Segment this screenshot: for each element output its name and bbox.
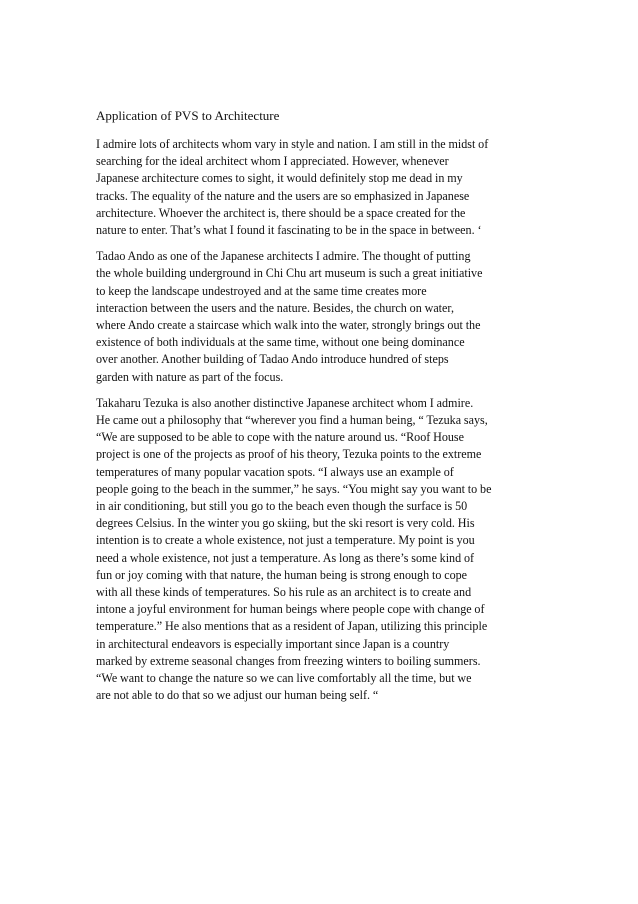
text-line: Takaharu Tezuka is also another distinctive Japanese architect whom I admire. (96, 395, 474, 410)
paragraph (96, 395, 546, 705)
document-body (96, 107, 546, 714)
text-line: project is one of the projects as proof of his theory, Tezuka points to the extreme (96, 447, 482, 462)
text-line: intention is to create a whole existence, not just a temperature. My point is you (96, 533, 475, 548)
text-line: garden with nature as part of the focus. (96, 369, 284, 384)
text-line: need a whole existence, not just a temperature. As long as there’s some kind of (96, 550, 475, 565)
text-line: degrees Celsius. In the winter you go skiing, but the ski resort is very cold. His (96, 516, 475, 531)
text-line: in air conditioning, but still you go to the beach even though the surface is 50 (96, 499, 468, 514)
text-line: Japanese architecture comes to sight, it would definitely stop me dead in my (96, 171, 463, 186)
text-line: tracks. The equality of the nature and the users are so emphasized in Japanese (96, 188, 470, 203)
text-line: temperature.” He also mentions that as a resident of Japan, utilizing this principle (96, 619, 488, 634)
text-line: where Ando create a staircase which walk into the water, strongly brings out the (96, 318, 481, 333)
text-line: existence of both individuals at the same time, without one being dominance (96, 335, 465, 350)
text-line: intone a joyful environment for human beings where people cope with change of (96, 602, 485, 617)
text-line: “We want to change the nature so we can live comfortably all the time, but we (96, 671, 472, 686)
text-line: people going to the beach in the summer,” he says. “You might say you want to be (96, 481, 492, 496)
text-line: marked by extreme seasonal changes from freezing winters to boiling summers. (96, 653, 481, 668)
text-line: to keep the landscape undestroyed and at the same time creates more (96, 283, 427, 298)
document-title: Application of PVS to Architecture (96, 108, 280, 123)
paragraph (96, 136, 546, 239)
text-line: over another. Another building of Tadao Ando introduce hundred of steps (96, 352, 449, 367)
text-line: “We are supposed to be able to cope with the nature around us. “Roof House (96, 430, 464, 445)
text-line: in architectural endeavors is especially important since Japan is a country (96, 636, 450, 651)
text-line: architecture. Whoever the architect is, there should be a space created for the (96, 205, 466, 220)
text-line: the whole building underground in Chi Chu art museum is such a great initiative (96, 266, 483, 281)
text-line: fun or joy coming with that nature, the human being is strong enough to cope (96, 567, 468, 582)
text-line: interaction between the users and the nature. Besides, the church on water, (96, 300, 454, 315)
text-line: Tadao Ando as one of the Japanese architects I admire. The thought of putting (96, 249, 471, 264)
text-line: nature to enter. That’s what I found it fascinating to be in the space in between. ‘ (96, 223, 482, 238)
paragraph (96, 248, 546, 386)
text-line: He came out a philosophy that “wherever you find a human being, “ Tezuka says, (96, 413, 488, 428)
text-line: I admire lots of architects whom vary in style and nation. I am still in the midst of (96, 137, 489, 151)
text-line: searching for the ideal architect whom I appreciated. However, whenever (96, 154, 449, 169)
text-line: temperatures of many popular vacation spots. “I always use an example of (96, 464, 454, 479)
text-line: with all these kinds of temperatures. So his rule as an architect is to create and (96, 585, 472, 600)
text-line: are not able to do that so we adjust our human being self. “ (96, 688, 379, 703)
